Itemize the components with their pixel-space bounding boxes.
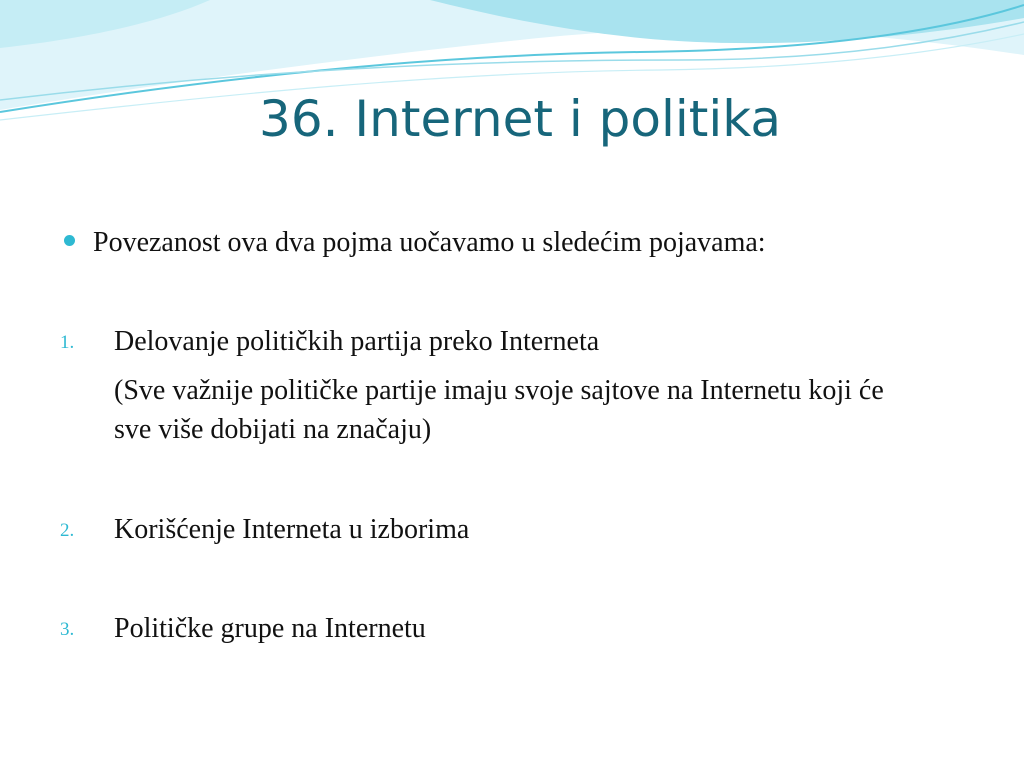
list-item-1	[60, 323, 599, 362]
intro-text: Povezanost ova dva pojma uočavamo u sledećim pojavama:	[93, 227, 766, 258]
slide-title: 36. Internet i politika	[259, 90, 781, 148]
list-text-2: Korišćenje Interneta u izborima	[114, 514, 470, 545]
list-item-1-detail: (Sve važnije političke partije imaju svoje sajtove na Internetu koji će sve više dobijati na značaju)	[114, 375, 884, 445]
list-item-3	[60, 610, 426, 649]
list-text-3: Političke grupe na Internetu	[114, 613, 426, 644]
list-item-2	[60, 511, 469, 550]
list-number-2: 2.	[60, 520, 75, 541]
intro-bullet	[64, 225, 766, 261]
list-number-3: 3.	[60, 619, 75, 640]
list-text-1: Delovanje političkih partija preko Interneta	[114, 326, 600, 357]
list-number-1: 1.	[60, 332, 75, 353]
bullet-icon	[64, 235, 75, 246]
